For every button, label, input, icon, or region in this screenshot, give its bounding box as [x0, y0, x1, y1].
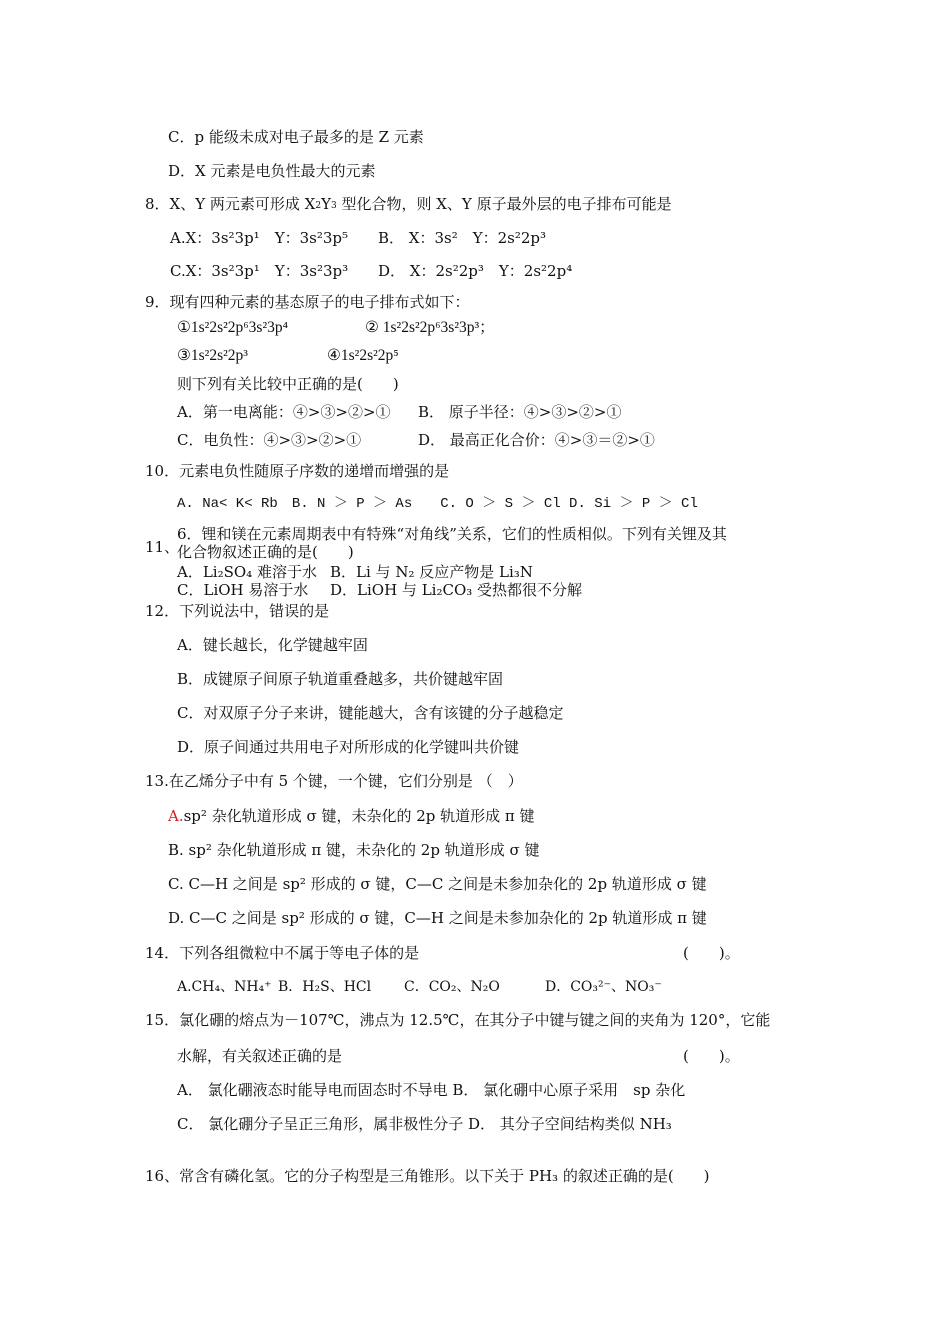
q11-option-c: C．LiOH 易溶于水	[177, 581, 309, 599]
q15-stem-line1: 15．氯化硼的熔点为－107℃，沸点为 12.5℃，在其分子中键与键之间的夹角为 120°，它能	[145, 1011, 771, 1029]
q16-stem: 16、常含有磷化氢。它的分子构型是三角锥形。以下关于 PH₃ 的叙述正确的是( )	[145, 1167, 710, 1185]
q9-config-1: ①1s²2s²2p⁶3s²3p⁴	[177, 319, 288, 336]
q15-options-cd: C． 氯化硼分子呈正三角形，属非极性分子 D． 其分子空间结构类似 NH₃	[177, 1115, 672, 1133]
q14-stem: 14．下列各组微粒中不属于等电子体的是	[145, 944, 420, 962]
q9-option-a: A．第一电离能：④>③>②>①	[177, 403, 391, 421]
q11-option-a: A．Li₂SO₄ 难溶于水	[177, 563, 317, 581]
q11-option-d: D．LiOH 与 Li₂CO₃ 受热都很不分解	[330, 581, 583, 599]
q12-option-d: D．原子间通过共用电子对所形成的化学键叫共价键	[177, 738, 520, 756]
q9-config-2: ② 1s²2s²2p⁶3s²3p³；	[365, 319, 495, 336]
q12-option-b: B．成键原子间原子轨道重叠越多，共价键越牢固	[177, 670, 504, 688]
q11-stem-line1: 6．锂和镁在元素周期表中有特殊“对角线”关系，它们的性质相似。下列有关锂及其	[177, 525, 727, 543]
q14-answer-blank: ( )。	[683, 944, 740, 962]
q9-config-4: ④1s²2s²2p⁵	[327, 347, 399, 364]
q7-option-c: C．p 能级未成对电子最多的是 Z 元素	[168, 128, 424, 146]
q7-option-d: D．X 元素是电负性最大的元素	[168, 162, 376, 180]
q13-option-b: B. sp² 杂化轨道形成 π 键，未杂化的 2p 轨道形成 σ 键	[168, 841, 540, 859]
q8-stem-pre: 8．X、Y 两元素可形成 X	[145, 195, 316, 213]
q9-stem: 9．现有四种元素的基态原子的电子排布式如下：	[145, 293, 470, 311]
q9-question: 则下列有关比较中正确的是( )	[177, 375, 399, 393]
q13-option-c: C. C—H 之间是 sp² 形成的 σ 键，C—C 之间是未参加杂化的 2p 轨道形成 σ 键	[168, 875, 707, 893]
q12-option-a: A．键长越长，化学键越牢固	[177, 636, 368, 654]
q11-number: 11、	[145, 538, 180, 556]
q9-option-c: C．电负性：④>③>②>①	[177, 431, 362, 449]
q14-option-c: C．CO₂、N₂O	[404, 979, 500, 995]
q8-option-b: B． X：3s² Y：2s²2p³	[378, 229, 547, 247]
q10-options: A. Na< K< Rb B. N ＞ P ＞ As C. O ＞ S ＞ Cl D. Si ＞ P ＞ Cl	[177, 496, 698, 512]
q8-option-c: C.X：3s²3p¹ Y：3s²3p³	[170, 262, 349, 280]
q15-answer-blank: ( )。	[683, 1047, 740, 1065]
q8-stem-mid: Y	[321, 195, 331, 213]
q8-stem-post: 型化合物，则 X、Y 原子最外层的电子排布可能是	[336, 195, 672, 213]
q8-option-d: D． X：2s²2p³ Y：2s²2p⁴	[378, 262, 573, 280]
q11-option-b: B．Li 与 N₂ 反应产物是 Li₃N	[330, 563, 533, 581]
q9-option-d: D． 最高正化合价：④>③＝②>①	[418, 431, 655, 449]
q13-option-a-letter: A.	[168, 807, 184, 825]
q13-stem: 13.在乙烯分子中有 5 个键，一个键，它们分别是 （ ）	[145, 772, 523, 790]
q13-option-a	[168, 806, 535, 826]
q9-option-b: B． 原子半径：④>③>②>①	[418, 403, 622, 421]
q13-option-a-text: sp² 杂化轨道形成 σ 键，未杂化的 2p 轨道形成 π 键	[183, 807, 535, 825]
q8-option-a: A.X：3s²3p¹ Y：3s²3p⁵	[170, 229, 349, 247]
q12-option-c: C．对双原子分子来讲，键能越大，含有该键的分子越稳定	[177, 704, 564, 722]
q14-option-b: B．H₂S、HCl	[278, 979, 372, 995]
q8-stem: 8．X、Y 两元素可形成 $X_2Y_3$ 型化合物，则 X、Y 原子最外层的电子排布可能是	[145, 195, 672, 213]
q14-option-a: A.CH₄、NH₄⁺	[177, 979, 272, 995]
q14-option-d: D．CO₃²⁻、NO₃⁻	[545, 979, 662, 995]
q11-stem-line2: 化合物叙述正确的是( )	[177, 543, 354, 561]
q10-stem: 10．元素电负性随原子序数的递增而增强的是	[145, 462, 450, 480]
q13-option-d: D. C—C 之间是 sp² 形成的 σ 键，C—H 之间是未参加杂化的 2p 轨道形成 π 键	[168, 909, 707, 927]
q9-config-3: ③1s²2s²2p³	[177, 347, 248, 364]
q12-stem: 12．下列说法中，错误的是	[145, 602, 330, 620]
q15-stem-line2: 水解，有关叙述正确的是	[177, 1047, 343, 1065]
q15-options-ab: A． 氯化硼液态时能导电而固态时不导电 B． 氯化硼中心原子采用 sp 杂化	[177, 1081, 686, 1099]
